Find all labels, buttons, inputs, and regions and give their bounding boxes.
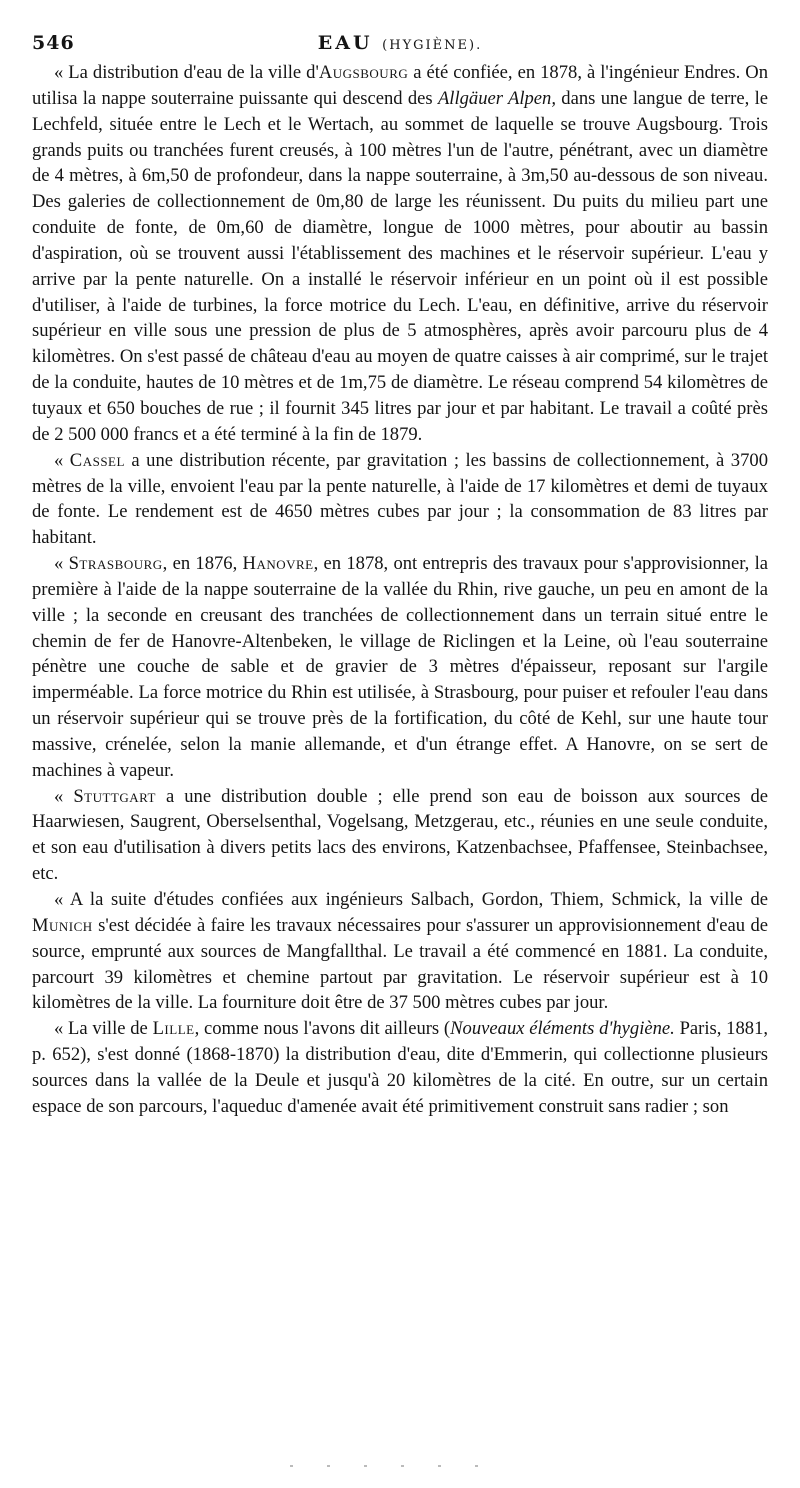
running-title-paren: (HYGIÈNE). (382, 38, 483, 53)
city-name: Strasbourg (68, 553, 163, 575)
text-run: a une distribution double ; elle prend son eau de boisson aux sources de Haarwiesen, Saugrent, Oberselsenthal, Vogelsang, Metzgerau, etc., réunies en une seule conduite, et son eau d'utilisation à divers petits lacs des environs, Katzenbachsee, Pfaffensee, Steinbachsee, etc. (32, 785, 769, 885)
text-run: « A la suite d'études confiées aux ingénieurs Salbach, Gordon, Thiem, Schmick, la ville de (54, 889, 768, 910)
paragraph-augsbourg (32, 60, 768, 448)
text-run: s'est décidée à faire les travaux nécessaires pour s'assurer un approvisionnement d'eau de source, emprunté aux sources de Mangfallthal. Le travail a été commencé en 1881. La conduite, parcourt 39 kilomètres et chemine partout par gravitation. Le réservoir supérieur est à 10 kilomètres de la ville. La fourniture doit être de 37 500 mètres cubes par jour. (32, 914, 768, 1014)
scan-speckles (290, 1454, 650, 1456)
city-name: Hanovre (242, 553, 314, 575)
text-run: Paris, 1881, p. 652), s'est donné (1868-1870) la distribution d'eau, dite d'Emmerin, qui collectionne plusieurs sources dans la vallée de la Deule et jusqu'à 20 kilomètres de la cité. En outre, sur un certain espace de son parcours, l'aqueduc d'amenée avait été primitivement construit sans radier ; son (32, 1018, 769, 1117)
paragraph-strasbourg-hanovre (32, 551, 768, 784)
text-run: , comme nous l'avons dit ailleurs ( (194, 1018, 451, 1040)
text-run: , en 1876, (162, 553, 243, 575)
running-header (32, 26, 768, 60)
city-name: Stuttgart (73, 785, 156, 807)
paragraph-cassel (32, 448, 768, 551)
text-run: « La distribution d'eau de la ville d' (54, 62, 319, 83)
city-name: Cassel (69, 449, 125, 471)
text-run: dans une langue de terre, le Lechfeld, située entre le Lech et le Wertach, au sommet de laquelle se trouve Augsbourg. Trois grands puits ou tranchées furent creusés, à 100 mètres l'un de l'autre, pénétrant, avec un diamètre de 4 mètres, à 6m,50 de profondeur, dans la nappe souterraine, à 3m,50 au-dessous de son niveau. Des galeries de collectionnement de 0m,80 de large les réunissent. Du puits du milieu part une conduite de fonte, de 0m,60 de diamètre, longue de 1000 mètres, pour aboutir au bassin d'aspiration, où se trouvent aussi l'établissement des machines et le réservoir supérieur. L'eau y arrive par la pente naturelle. On a installé le réservoir inférieur en un point où il est possible d'utiliser, à l'aide de turbines, la force motrice du Lech. L'eau, en définitive, arrive du réservoir supérieur en ville sous une pression de plus de 5 atmosphères, après avoir parcouru plus de 4 kilomètres. On s'est passé de château d'eau au moyen de quatre caisses à air comprimé, sur le trajet de la conduite, hautes de 10 mètres et de 1m,75 de diamètre. Le réseau comprend 54 kilomètres de tuyaux et 650 bouches de rue ; il fournit 345 litres par jour et par habitant. Le travail a coûté près de 2 500 000 francs et a été terminé à la fin de 1879. (32, 87, 768, 445)
city-name: Munich (32, 914, 93, 936)
paragraph-stuttgart (32, 784, 768, 887)
page (32, 26, 768, 1120)
paragraph-lille (32, 1016, 768, 1119)
page-number: 546 (32, 32, 75, 54)
italic-term: Allgäuer Alpen, (437, 87, 556, 109)
body-text (32, 60, 768, 1120)
paragraph-munich (32, 887, 768, 1016)
text-run: a été confiée, en 1878, à l'ingénieur Endres. On utilisa la nappe souterraine puissante qui descend des (32, 62, 768, 109)
text-run: a une distribution récente, par gravitation ; les bassins de collectionnement, à 3700 mètres de la ville, envoient l'eau par la pente naturelle, à l'aide de 17 kilomètres et demi de tuyaux de fonte. Le rendement est de 4650 mètres cubes par jour ; la consommation de 83 litres par habitant. (32, 449, 768, 549)
city-name: Augsbourg (318, 62, 409, 83)
city-name: Lille (152, 1018, 195, 1040)
italic-book-title: Nouveaux éléments d'hygiène. (450, 1018, 675, 1040)
running-title-main: EAU (317, 32, 373, 54)
text-run: « La ville de (54, 1018, 153, 1040)
text-run: , en 1878, ont entrepris des travaux pour s'approvisionner, la première à l'aide de la nappe souterraine de la vallée du Rhin, rive gauche, un peu en amont de la ville ; la seconde en creusant des tranchées de collectionnement dans un terrain situé entre le chemin de fer de Hanovre-Altenbeken, le village de Riclingen et la Leine, où l'eau souterraine pénètre une couche de sable et de gravier de 3 mètres d'épaisseur, reposant sur l'argile imperméable. La force motrice du Rhin est utilisée, à Strasbourg, pour puiser et refouler l'eau dans un réservoir supérieur qui se trouve près de la fortification, du côté de Kehl, sur une haute tour massive, crénelée, selon la manie allemande, et d'un étrange effet. A Hanovre, on se sert de machines à vapeur. (32, 553, 768, 781)
text-run: « (54, 785, 74, 807)
text-run: « (54, 553, 69, 575)
running-title (32, 32, 768, 54)
text-run: « (54, 449, 70, 471)
